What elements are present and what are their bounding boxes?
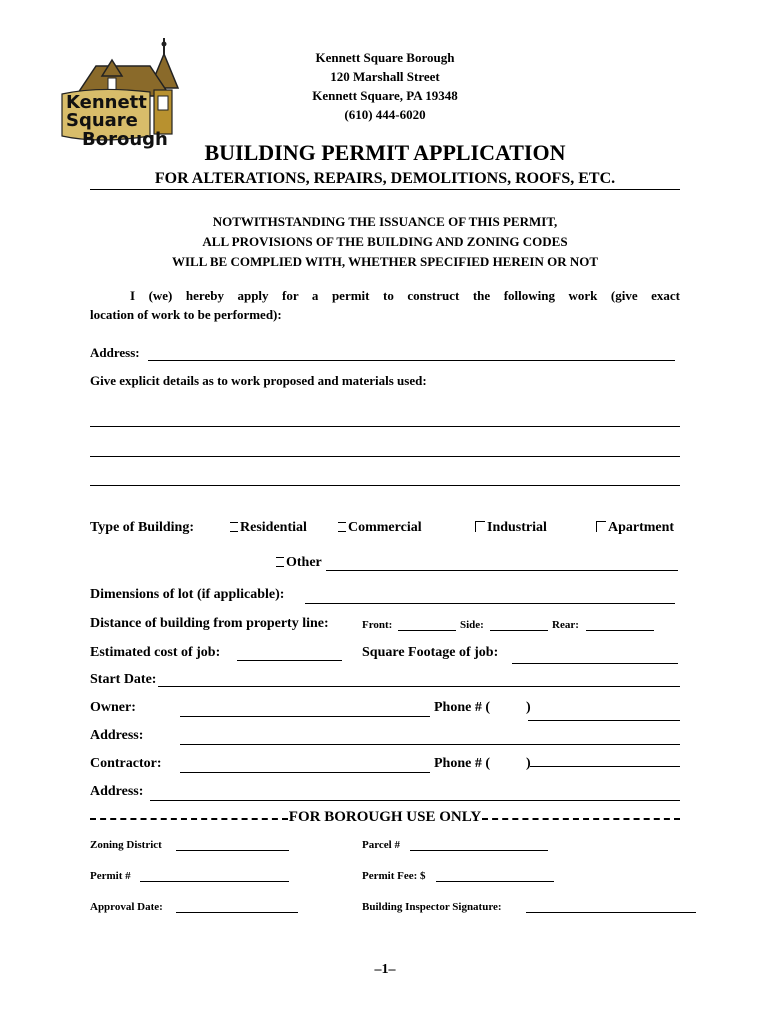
- commercial-checkbox[interactable]: [338, 522, 346, 532]
- front-field[interactable]: [398, 630, 456, 631]
- other-checkbox[interactable]: [276, 557, 284, 567]
- dimensions-field[interactable]: [305, 603, 675, 604]
- details-line-1[interactable]: [90, 426, 680, 427]
- contractor-label: Contractor:: [90, 756, 162, 771]
- notice-line-2: ALL PROVISIONS OF THE BUILDING AND ZONING CODES: [202, 234, 568, 249]
- logo-text-3: Borough: [82, 129, 168, 150]
- title-rule: [90, 189, 680, 190]
- parcel-field[interactable]: [410, 850, 548, 851]
- distance-label: Distance of building from property line:: [90, 616, 329, 631]
- front-label: Front:: [362, 619, 393, 631]
- residential-label: Residential: [240, 520, 307, 535]
- page-subtitle: FOR ALTERATIONS, REPAIRS, DEMOLITIONS, ROOFS, ETC.: [154, 170, 616, 187]
- page-number: –1–: [374, 962, 396, 977]
- dimensions-label: Dimensions of lot (if applicable):: [90, 587, 285, 602]
- rear-field[interactable]: [586, 630, 654, 631]
- owner-phone-label: Phone # (: [434, 700, 490, 715]
- permit-fee-field[interactable]: [436, 881, 554, 882]
- intro-line-2: location of work to be performed):: [90, 307, 282, 322]
- permit-number-field[interactable]: [140, 881, 289, 882]
- parcel-label: Parcel #: [362, 839, 400, 851]
- contractor-phone-field[interactable]: [530, 766, 680, 767]
- borough-address-block: [280, 48, 490, 124]
- side-label: Side:: [460, 619, 484, 631]
- intro-line-1: I (we) hereby apply for a permit to construct the following work (give exact: [130, 288, 680, 303]
- header-line-4: (610) 444-6020: [344, 107, 426, 122]
- zoning-district-field[interactable]: [176, 850, 289, 851]
- residential-checkbox[interactable]: [230, 522, 238, 532]
- sqft-label: Square Footage of job:: [362, 645, 499, 660]
- borough-logo: [58, 36, 188, 152]
- inspector-signature-label: Building Inspector Signature:: [362, 901, 502, 913]
- other-label: Other: [286, 555, 322, 570]
- contractor-phone-close: ): [526, 756, 531, 771]
- owner-label: Owner:: [90, 700, 136, 715]
- start-date-label: Start Date:: [90, 672, 157, 687]
- owner-address-label: Address:: [90, 728, 144, 743]
- header-line-2: 120 Marshall Street: [330, 69, 440, 84]
- owner-phone-close: ): [526, 700, 531, 715]
- option-other[interactable]: [276, 555, 322, 571]
- owner-field[interactable]: [180, 716, 430, 717]
- owner-phone-field[interactable]: [528, 720, 680, 721]
- commercial-label: Commercial: [348, 520, 422, 535]
- approval-date-label: Approval Date:: [90, 901, 163, 913]
- industrial-label: Industrial: [487, 520, 547, 535]
- industrial-checkbox[interactable]: [475, 521, 485, 532]
- other-field[interactable]: [326, 570, 678, 571]
- work-address-field[interactable]: [148, 360, 675, 361]
- header-line-1: Kennett Square Borough: [315, 50, 455, 65]
- permit-fee-label: Permit Fee: $: [362, 870, 426, 882]
- contractor-address-label: Address:: [90, 784, 144, 799]
- work-address-label: Address:: [90, 345, 140, 360]
- borough-use-divider: [90, 809, 680, 826]
- logo-text-1: Kennett: [66, 92, 147, 113]
- contractor-phone-label: Phone # (: [434, 756, 490, 771]
- logo-text-2: Square: [66, 110, 138, 131]
- apartment-checkbox[interactable]: [596, 521, 606, 532]
- borough-use-label: FOR BOROUGH USE ONLY: [288, 809, 482, 825]
- option-commercial[interactable]: [338, 520, 422, 536]
- zoning-district-label: Zoning District: [90, 839, 162, 851]
- owner-address-field[interactable]: [180, 744, 680, 745]
- sqft-field[interactable]: [512, 663, 678, 664]
- option-apartment[interactable]: [596, 520, 674, 536]
- approval-date-field[interactable]: [176, 912, 298, 913]
- cost-label: Estimated cost of job:: [90, 645, 221, 660]
- side-field[interactable]: [490, 630, 548, 631]
- option-residential[interactable]: [230, 520, 307, 536]
- apartment-label: Apartment: [608, 520, 675, 535]
- permit-number-label: Permit #: [90, 870, 131, 882]
- header-line-3: Kennett Square, PA 19348: [312, 88, 458, 103]
- option-industrial[interactable]: [475, 520, 547, 536]
- notice-line-3: WILL BE COMPLIED WITH, WHETHER SPECIFIED HEREIN OR NOT: [171, 254, 599, 269]
- contractor-field[interactable]: [180, 772, 430, 773]
- building-type-label: Type of Building:: [90, 520, 194, 535]
- cost-field[interactable]: [237, 660, 342, 661]
- notice-line-1: NOTWITHSTANDING THE ISSUANCE OF THIS PERMIT,: [212, 214, 558, 229]
- contractor-address-field[interactable]: [150, 800, 680, 801]
- rear-label: Rear:: [552, 619, 579, 631]
- page-title: BUILDING PERMIT APPLICATION: [204, 140, 566, 165]
- notice-block: [90, 212, 680, 272]
- details-label: Give explicit details as to work proposed and materials used:: [90, 373, 427, 388]
- inspector-signature-field[interactable]: [526, 912, 696, 913]
- details-line-3[interactable]: [90, 485, 680, 486]
- start-date-field[interactable]: [158, 686, 680, 687]
- details-line-2[interactable]: [90, 456, 680, 457]
